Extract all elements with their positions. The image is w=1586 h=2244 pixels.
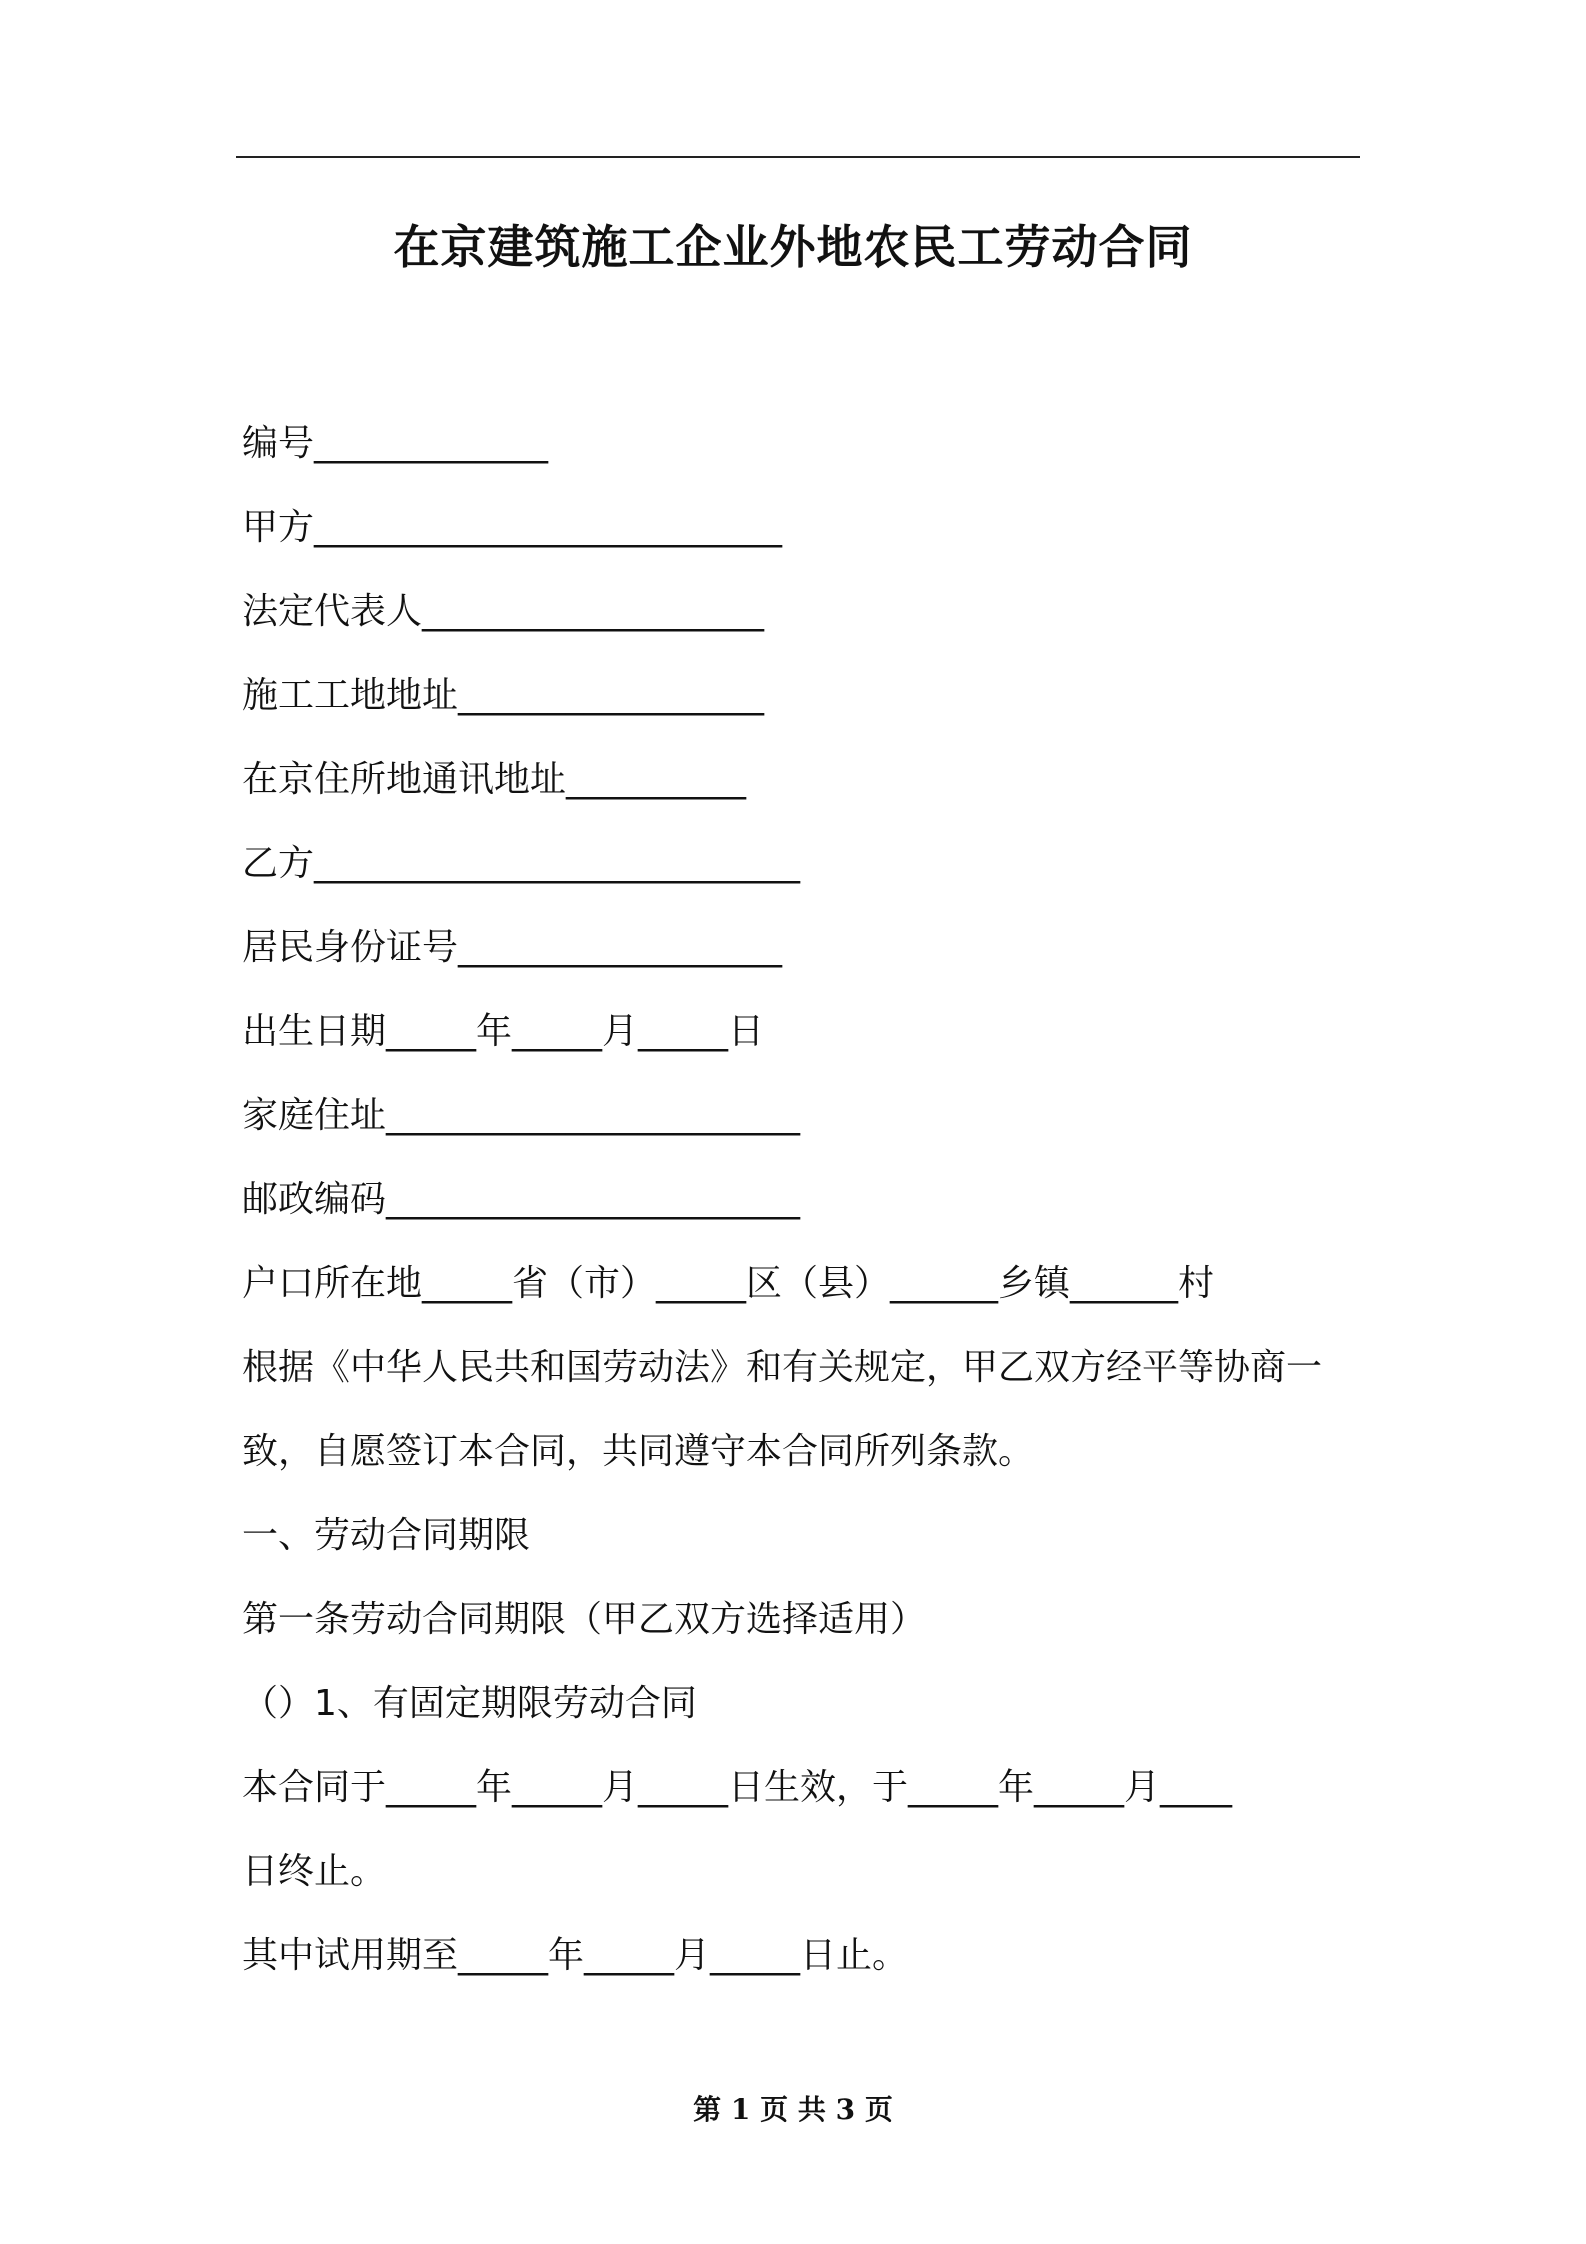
field-home-address: 家庭住址_______________________ bbox=[242, 1095, 801, 1136]
field-party-b: 乙方___________________________ bbox=[242, 843, 800, 884]
field-postal-code: 邮政编码_______________________ bbox=[242, 1179, 801, 1220]
section-heading-contract-term: 一、劳动合同期限 bbox=[242, 1515, 531, 1556]
header-rule bbox=[236, 156, 1360, 158]
field-contract-number: 编号_____________ bbox=[242, 423, 549, 464]
field-legal-representative: 法定代表人___________________ bbox=[242, 591, 765, 632]
clause-effective-dates-line-2: 日终止。 bbox=[242, 1851, 387, 1892]
document-body bbox=[242, 402, 1366, 1998]
clause-probation-period: 其中试用期至_____年_____月_____日止。 bbox=[242, 1935, 909, 1976]
field-party-a: 甲方__________________________ bbox=[242, 507, 782, 548]
clause-effective-dates-line-1: 本合同于_____年_____月_____日生效，于_____年_____月____ bbox=[242, 1767, 1233, 1808]
field-id-number: 居民身份证号__________________ bbox=[242, 927, 783, 968]
field-household-registration: 户口所在地_____省（市）_____区（县）______乡镇______村 bbox=[242, 1263, 1215, 1304]
paragraph-preamble-line-1: 根据《中华人民共和国劳动法》和有关规定，甲乙双方经平等协商一 bbox=[242, 1347, 1323, 1388]
field-beijing-address: 在京住所地通讯地址__________ bbox=[242, 759, 747, 800]
page-footer: 第 1 页 共 3 页 bbox=[693, 2093, 893, 2126]
field-birth-date: 出生日期_____年_____月_____日 bbox=[242, 1011, 765, 1052]
document-title: 在京建筑施工企业外地农民工劳动合同 bbox=[393, 220, 1193, 274]
paragraph-preamble-line-2: 致，自愿签订本合同，共同遵守本合同所列条款。 bbox=[242, 1431, 1035, 1472]
field-site-address: 施工工地地址_________________ bbox=[242, 675, 765, 716]
option-fixed-term-contract: （）1、有固定期限劳动合同 bbox=[242, 1683, 697, 1724]
article-1-heading: 第一条劳动合同期限（甲乙双方选择适用） bbox=[242, 1599, 927, 1640]
